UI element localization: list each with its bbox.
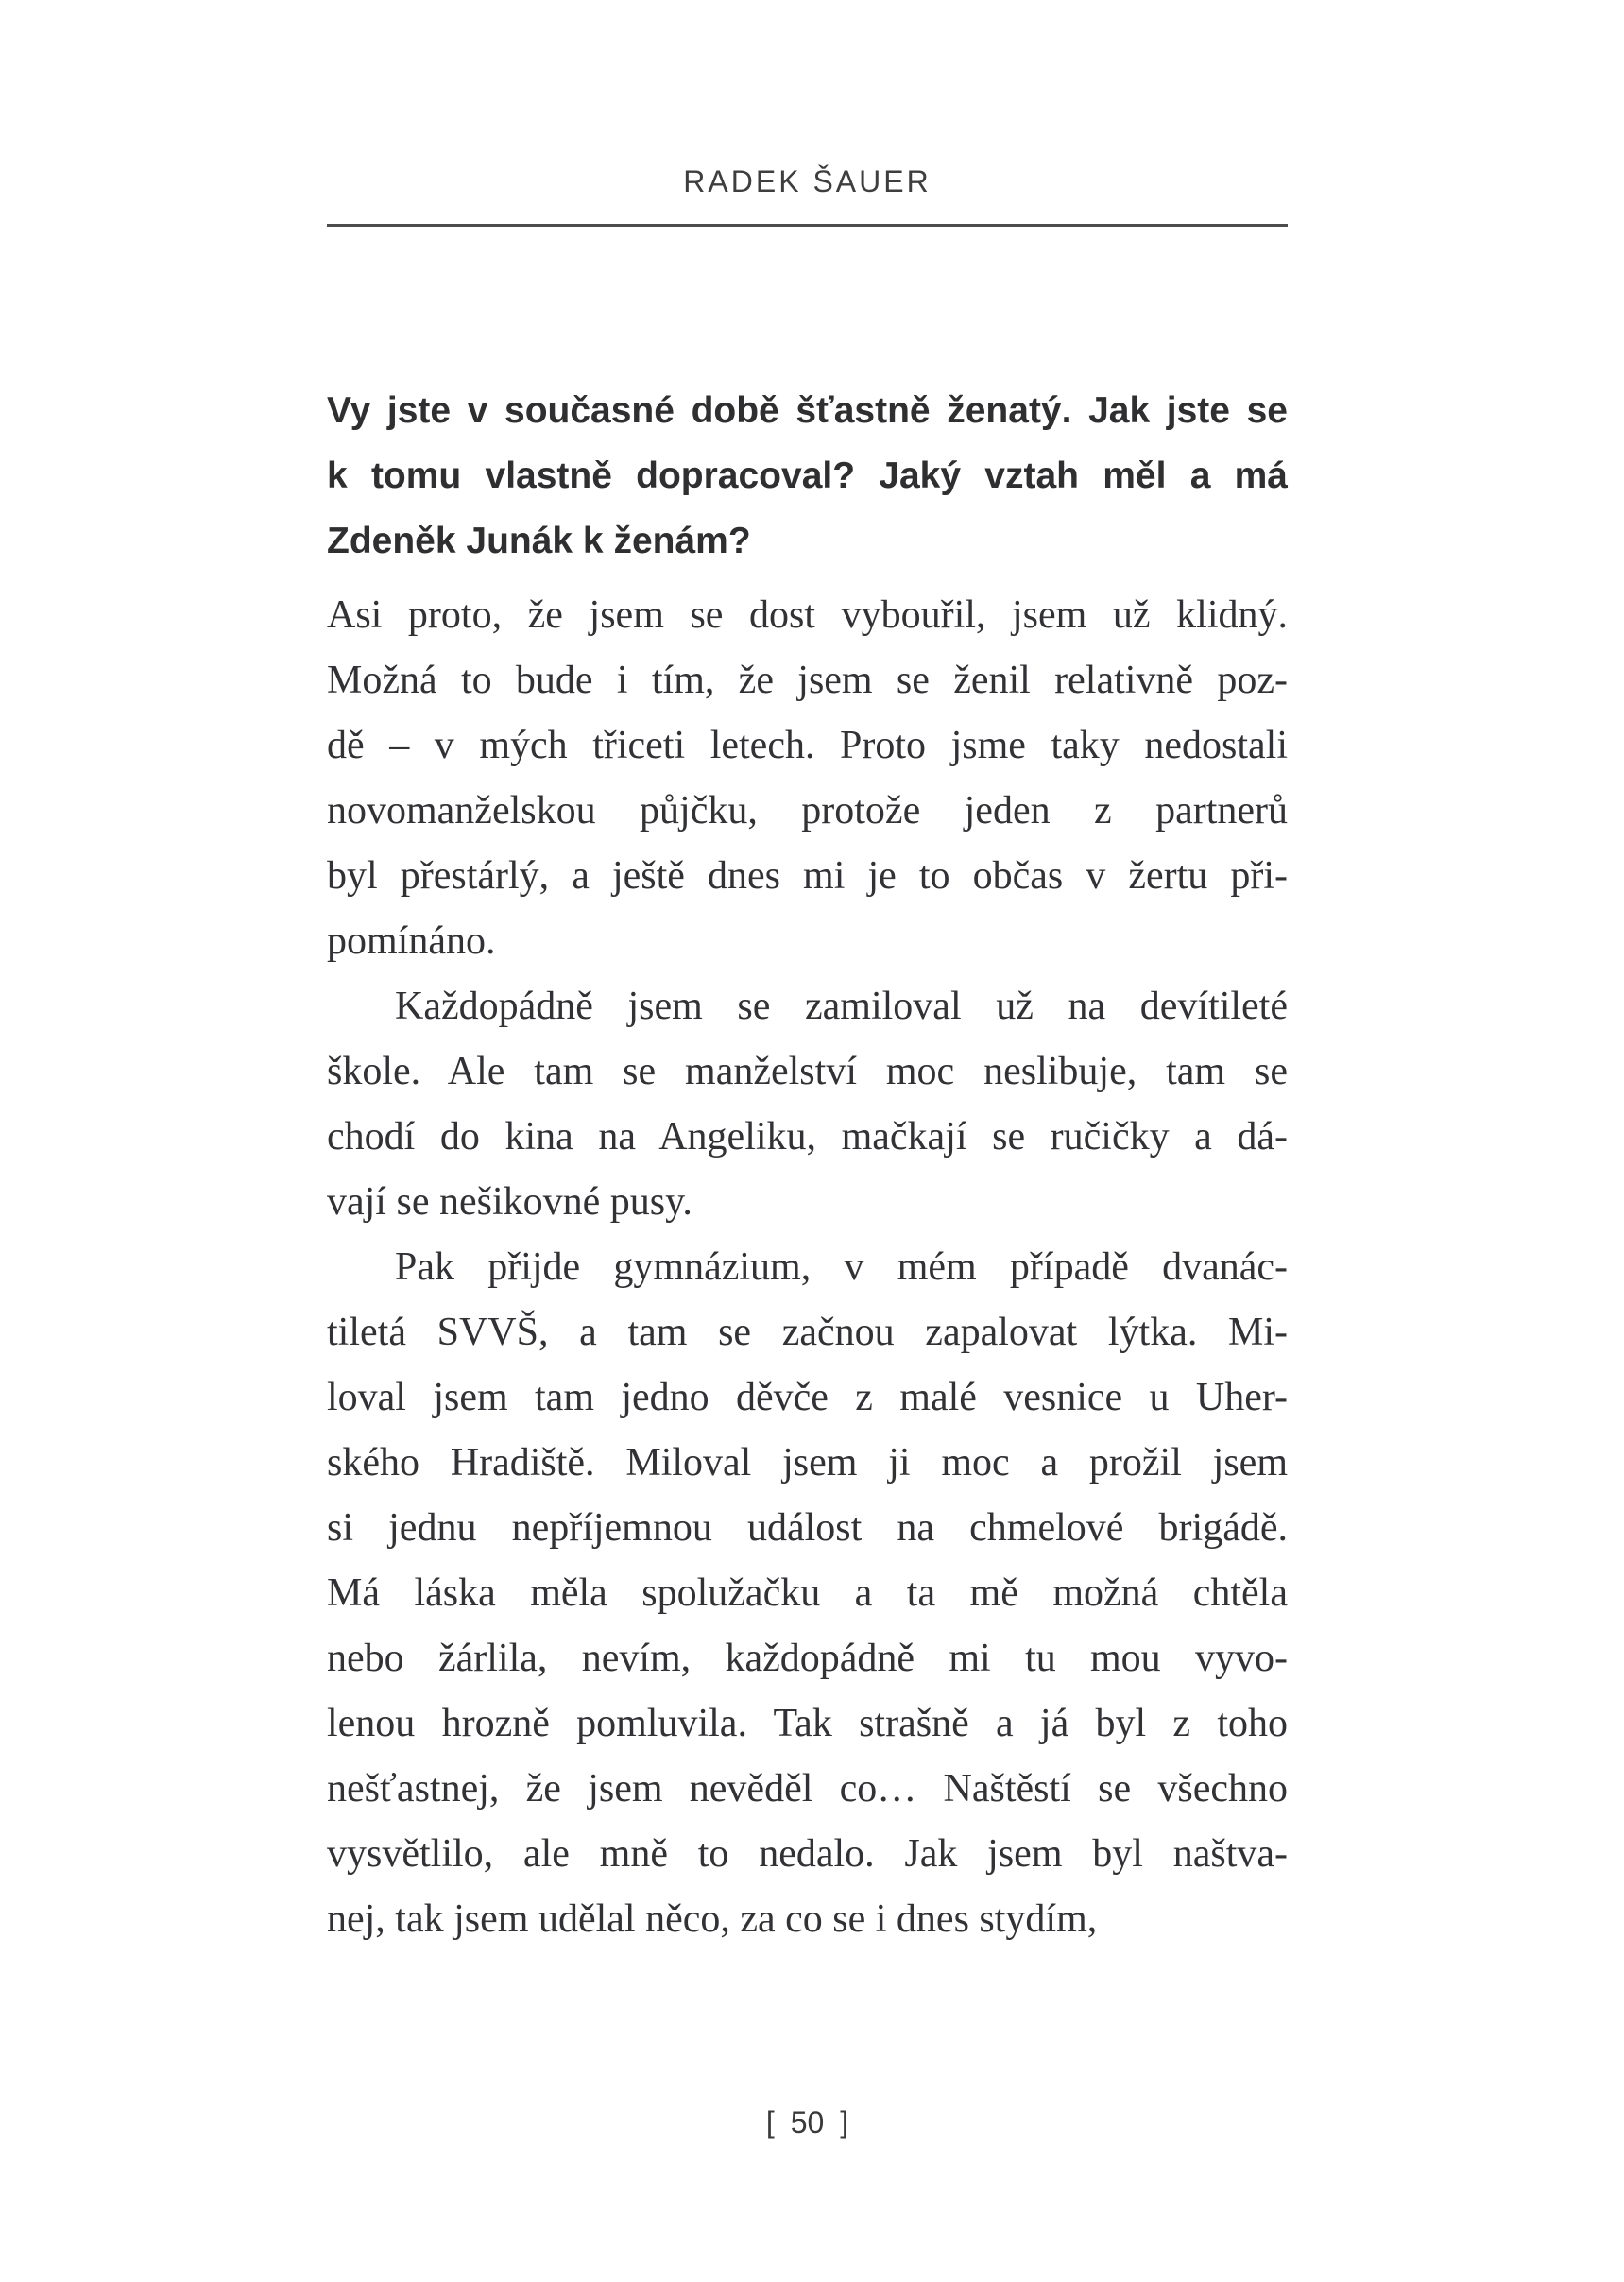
text-line: vysvětlilo, ale mně to nedalo. Jak jsem byl naštva- [327, 1832, 1288, 1876]
paragraph [327, 1235, 1288, 1952]
text-line: nebo žárlila, nevím, každopádně mi tu mou vyvo- [327, 1637, 1288, 1680]
page-number-bracket-left: [ [765, 2105, 775, 2139]
text-line: chodí do kina na Angeliku, mačkají se ručičky a dá- [327, 1115, 1288, 1158]
text-line: lenou hrozně pomluvila. Tak strašně a já byl z toho [327, 1702, 1288, 1745]
text-line: loval jsem tam jedno děvče z malé vesnice u Uher- [327, 1376, 1288, 1419]
text-line: Asi proto, že jsem se dost vybouřil, jsem už klidný. [327, 593, 1288, 637]
running-header: RADEK ŠAUER [683, 164, 932, 198]
text-line: Pak přijde gymnázium, v mém případě dvanác- [395, 1245, 1288, 1289]
question-line: Zdeněk Junák k ženám? [327, 521, 751, 561]
text-line: dě – v mých třiceti letech. Proto jsme taky nedostali [327, 724, 1288, 767]
page-number-value: 50 [790, 2105, 825, 2139]
text-line: si jednu nepříjemnou událost na chmelové brigádě. [327, 1506, 1288, 1550]
page-number-bracket-right: ] [840, 2105, 849, 2139]
text-line: Možná to bude i tím, že jsem se ženil relativně poz- [327, 659, 1288, 702]
text-line: ského Hradiště. Miloval jsem ji moc a prožil jsem [327, 1441, 1288, 1484]
text-line: škole. Ale tam se manželství moc neslibuje, tam se [327, 1050, 1288, 1093]
interview-answer [327, 583, 1288, 1952]
text-line: byl přestárlý, a ještě dnes mi je to občas v žertu při- [327, 854, 1288, 898]
text-line: nej, tak jsem udělal něco, za co se i dnes stydím, [327, 1897, 1098, 1941]
page-content [327, 378, 1288, 1952]
paragraph [327, 583, 1288, 974]
question-line: Vy jste v současné době šťastně ženatý. Jak jste se [327, 390, 1288, 431]
text-line: tiletá SVVŠ, a tam se začnou zapalovat lýtka. Mi- [327, 1311, 1288, 1354]
interview-question [327, 378, 1288, 574]
text-line: nešťastnej, že jsem nevěděl co… Naštěstí se všechno [327, 1767, 1288, 1810]
text-line: Má láska měla spolužačku a ta mě možná chtěla [327, 1571, 1288, 1615]
text-line: novomanželskou půjčku, protože jeden z partnerů [327, 789, 1288, 832]
paragraph [327, 974, 1288, 1235]
question-line: k tomu vlastně dopracoval? Jaký vztah měl a má [327, 455, 1288, 496]
page-number [327, 2103, 1288, 2141]
header-rule [327, 224, 1288, 227]
text-line: vají se nešikovné pusy. [327, 1180, 692, 1224]
text-line: pomínáno. [327, 919, 496, 963]
text-line: Každopádně jsem se zamiloval už na devítileté [395, 985, 1288, 1028]
